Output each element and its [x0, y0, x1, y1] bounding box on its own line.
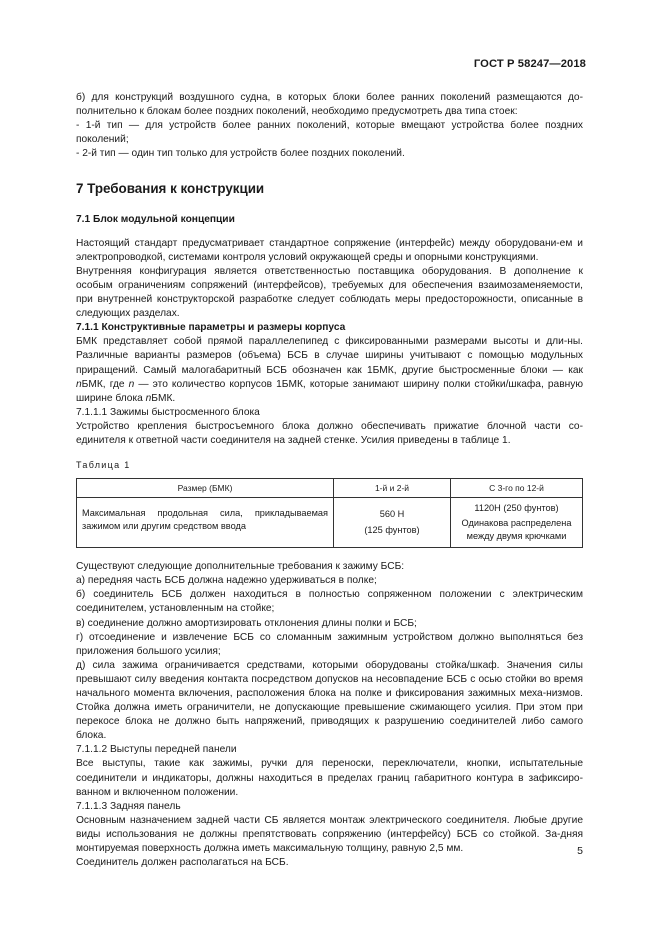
intro-type-2: - 2-й тип — один тип только для устройств более поздних поколений.: [76, 148, 405, 160]
section-7-1-paragraph-1: Настоящий стандарт предусматривает стандартное сопряжение (интерфейс) между оборудовани-ем и электропроводкой, системами контроля условий окружающей среды и опорными конструкциями.: [76, 237, 583, 263]
section-7-1-1-3-title: 7.1.1.3 Задняя панель: [76, 800, 181, 812]
page-number: 5: [577, 845, 583, 857]
page-content: [76, 91, 583, 870]
standard-header: ГОСТ Р 58247—2018: [473, 58, 586, 70]
section-7-1-1-2-paragraph: Все выступы, такие как зажимы, ручки для переноски, переключатели, кнопки, испытательные соединители и индикаторы, должны находиться в пределах границ габаритного контура в зафиксиро-ванном и включенном положении.: [76, 758, 583, 798]
section-7-1-1-paragraph-1: [76, 335, 583, 405]
table-row: [77, 498, 583, 548]
clamp-req-g: г) отсоединение и извлечение БСБ со сломанным зажимным устройством должно выполняться без приложения большого усилия;: [76, 631, 583, 657]
para-text-a: БМК представляет собой прямой параллелепипед с фиксированными размерами высоты и дли-ны. Различные варианты размеров (объема) БСБ в случае ширины учитывают с помощью модульных приращений. Самый малогабаритный БСБ обозначен как 1БМК, другие быстросменные блоки — как: [76, 336, 583, 376]
section-7-1-title: 7.1 Блок модульной концепции: [76, 213, 235, 225]
table-cell-1-2: [334, 498, 451, 548]
table-header-row: [77, 479, 583, 498]
intro-b-item: б) для конструкций воздушного судна, в которых блоки более ранних поколений размещаются до-полнительно к блокам более поздних поколений, необходимо предусмотреть два типа стоек:: [76, 92, 583, 118]
section-7-title: 7 Требования к конструкции: [76, 181, 265, 197]
para-text-b: БМК, где: [81, 378, 129, 390]
table-row-label: Максимальная продольная сила, прикладываемая зажимом или другим средством ввода: [77, 498, 334, 548]
intro-type-1: - 1-й тип — для устройств более ранних поколений, которые вмещают устройства более поздних поколений;: [76, 120, 583, 146]
table-caption: Таблица 1: [76, 460, 131, 471]
cell-value-lb: (125 фунтов): [364, 525, 420, 536]
section-7-1-paragraph-2: Внутренняя конфигурация является ответственностью поставщика оборудования. В дополнение к особым ограничениям сопряжений (интерфейсов), требуемых для обеспечения взаимозаменяемости, при внутренней конструкторской разработке следует соблюдать меры предосторожности, описанные в следующих разделах.: [76, 265, 583, 320]
table-cell-3-12: [451, 498, 583, 548]
section-7-1-1-3-paragraph-1: Основным назначением задней части СБ является монтаж электрического соединителя. Любые другие виды использования не должны препятствовать сопряжению (интерфейсу) БСБ со стойкой. За-дняя монтируемая поверхность должна иметь максимальную толщину, равную 2,5 мм.: [76, 814, 583, 855]
table-header-1-2: 1-й и 2-й: [334, 479, 451, 498]
n-var-2: n: [128, 378, 135, 390]
para-text-c: — это количество корпусов 1БМК, которые занимают ширину полки стойки/шкафа, равную ширине блока: [76, 378, 583, 404]
section-7-1-1-1-paragraph: Устройство крепления быстросъемного блока должно обеспечивать прижатие блочной части со-единителя к ответной части соединителя на задней стенке. Усилия приведены в таблице 1.: [76, 420, 583, 446]
section-7-1-1-2-title: 7.1.1.2 Выступы передней панели: [76, 744, 237, 756]
para-text-d: БМК.: [151, 392, 176, 404]
force-table: [76, 478, 583, 548]
cell-value-n: 560 Н: [379, 509, 405, 520]
table-header-3-12: С 3-го по 12-й: [451, 479, 583, 498]
clamp-req-b: б) соединитель БСБ должен находиться в полностью сопряженном положении с электрическим соединителем, установленным на стойке;: [76, 589, 583, 615]
cell-value-force: 1120Н (250 фунтов): [474, 503, 559, 514]
cell-value-distribution: Одинакова распределена между двумя крючками: [461, 518, 572, 542]
section-7-1-1-title: 7.1.1 Конструктивные параметры и размеры корпуса: [76, 322, 346, 334]
clamp-requirements-intro: Существуют следующие дополнительные требования к зажиму БСБ:: [76, 561, 405, 573]
n-var-1: n: [76, 378, 82, 390]
section-7-1-1-1-title: 7.1.1.1 Зажимы быстросменного блока: [76, 406, 260, 418]
section-7-1-1-3-paragraph-2: Соединитель должен располагаться на БСБ.: [76, 857, 289, 869]
n-var-3: n: [145, 392, 152, 404]
clamp-req-a: а) передняя часть БСБ должна надежно удерживаться в полке;: [76, 575, 377, 587]
table-header-size: Размер (БМК): [77, 479, 334, 498]
clamp-req-d: д) сила зажима ограничивается средствами, которыми оборудованы стойка/шкаф. Значения силы превышают силу введения контакта посредством допусков на несовпадение БСБ с осью стойки во время начального момента включения, расположения блока на полке и фиксирования зажимных меха-низмов. Стойка должна иметь ограничители, не допускающие превышение сжимающего усилия. При этом при перекосе блока не должно быть напряжений, приводящих к разрушению соединителей либо самого блока.: [76, 659, 583, 742]
clamp-req-c: в) соединение должно амортизировать отклонения длины полки и БСБ;: [76, 617, 417, 629]
